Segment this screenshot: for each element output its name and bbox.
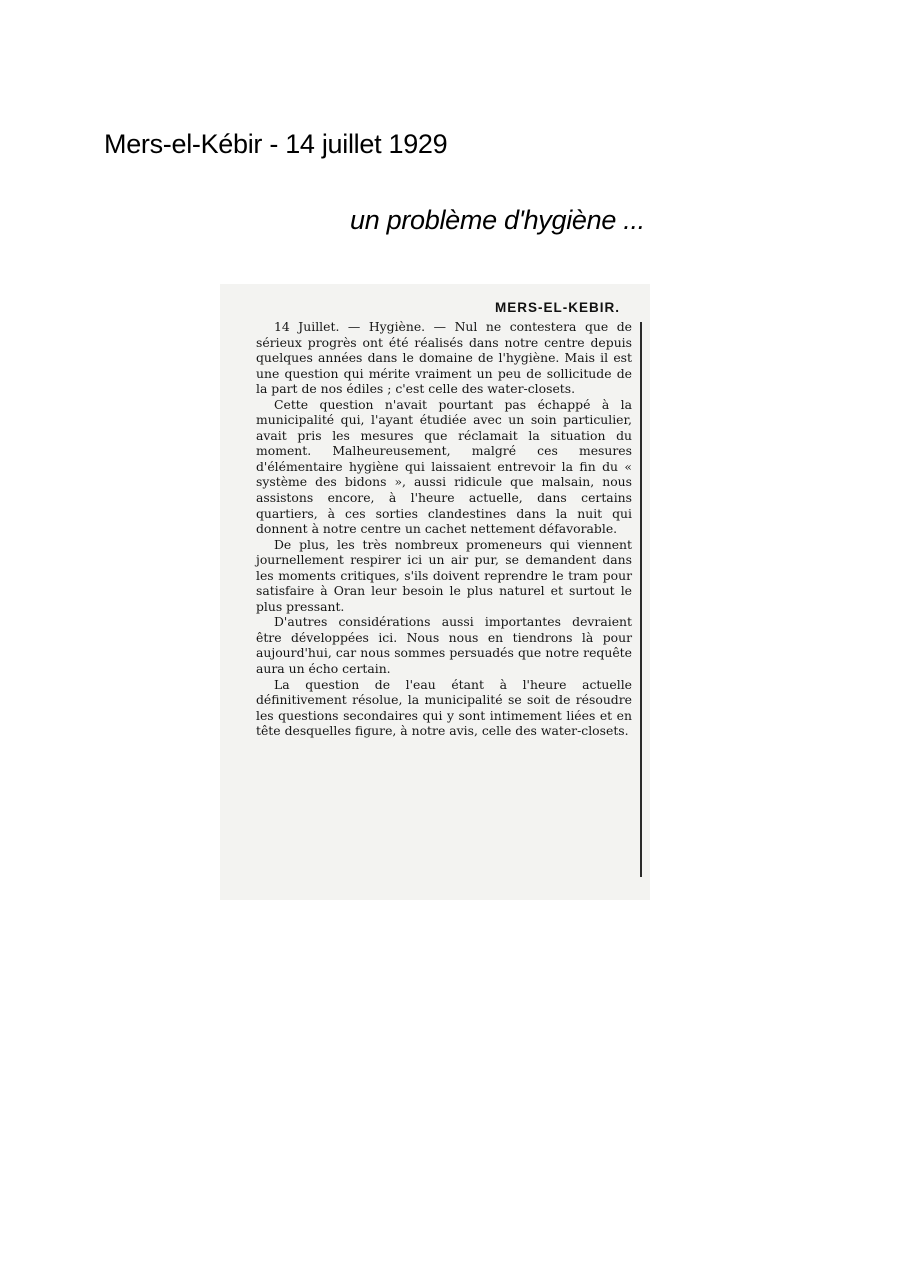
clipping-heading: MERS-EL-KEBIR.: [495, 300, 620, 315]
page-title: Mers-el-Kébir - 14 juillet 1929: [104, 129, 448, 159]
clipping-paragraph: La question de l'eau étant à l'heure actuelle définitivement résolue, la municipalité se soit de résoudre les questions secondaires qui y sont intimement liées et en tête desquelles figure, à notre avis, celle des water-closets.: [256, 676, 632, 739]
newspaper-clipping: [220, 284, 650, 900]
clipping-paragraph: D'autres considérations aussi importantes devraient être développées ici. Nous nous en tiendrons là pour aujourd'hui, car nous sommes persuadés que notre requête aura un écho certain.: [256, 614, 632, 677]
page-subtitle: un problème d'hygiène ...: [350, 205, 645, 235]
clipping-paragraph: De plus, les très nombreux promeneurs qui viennent journellement respirer ici un air pur, se demandent dans les moments critiques, s'ils doivent reprendre le tram pour satisfaire à Oran leur besoin le plus naturel et surtout le plus pressant.: [256, 536, 632, 614]
clipping-paragraph: Cette question n'avait pourtant pas échappé à la municipalité qui, l'ayant étudiée avec un soin particulier, avait pris les mesures que réclamait la situation du moment. Malheureusement, malgré ces mesures d'élémentaire hygiène qui laissaient entrevoir la fin du « système des bidons », aussi ridicule que malsain, nous assistons encore, à l'heure actuelle, dans certains quartiers, à ces sorties clandestines dans la nuit qui donnent à notre centre un cachet nettement défavorable.: [256, 396, 632, 537]
clipping-body: [256, 319, 632, 739]
clipping-column: [256, 319, 632, 879]
clipping-paragraph: 14 Juillet. — Hygiène. — Nul ne contestera que de sérieux progrès ont été réalisés dans notre centre depuis quelques années dans le domaine de l'hygiène. Mais il est une question qui mérite vraiment un peu de sollicitude de la part de nos édiles ; c'est celle des water-closets.: [256, 319, 632, 397]
column-rule: [640, 322, 642, 877]
